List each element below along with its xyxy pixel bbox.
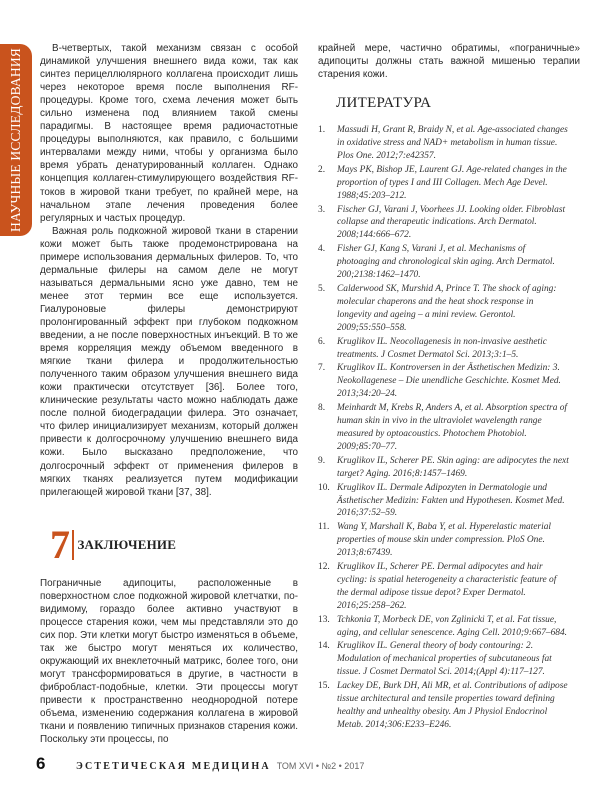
section-heading	[40, 521, 298, 567]
right-column	[318, 42, 580, 733]
page-footer	[36, 754, 364, 774]
reference-item	[318, 336, 580, 362]
reference-item	[318, 614, 580, 640]
reference-number: 15.	[318, 681, 330, 692]
continuation-paragraph: крайней мере, частично обратимы, «пограничные» адипоциты должны стать важной мишенью терапии старения кожи.	[318, 43, 580, 81]
reference-item	[318, 482, 580, 521]
reference-item	[318, 362, 580, 401]
reference-number: 11.	[318, 522, 330, 533]
reference-item	[318, 640, 580, 679]
reference-number: 6.	[318, 336, 326, 347]
reference-item	[318, 521, 580, 560]
reference-text: Kruglikov IL, Scherer PE. Skin aging: are adipocytes the next target? Aging. 2016;8:1457–1469.	[337, 455, 569, 479]
reference-text: Calderwood SK, Murshid A, Prince T. The shock of aging: molecular chaperons and the heat shock response in longevity and ageing – a mini review. Gerontol. 2009;55:550–558.	[337, 284, 557, 333]
reference-text: Kruglikov IL. Neocollagenesis in non-invasive aesthetic treatments. J Cosmet Dermatol Sci. 2013;3:1–5.	[337, 336, 547, 360]
references-title: ЛИТЕРАТУРА	[336, 95, 432, 112]
reference-number: 3.	[318, 204, 326, 215]
reference-number: 5.	[318, 284, 326, 295]
section-number: 7	[50, 521, 70, 567]
reference-number: 7.	[318, 363, 326, 374]
reference-item	[318, 402, 580, 454]
reference-number: 14.	[318, 641, 330, 652]
reference-text: Fisher GJ, Kang S, Varani J, et al. Mechanisms of photoaging and chronological skin aging. Arch Dermatol. 200;2138:1462–1470.	[337, 244, 555, 281]
reference-item	[318, 243, 580, 282]
section-divider	[72, 530, 74, 560]
reference-number: 1.	[318, 125, 326, 136]
reference-text: Massudi H, Grant R, Braidy N, et al. Age-associated changes in oxidative stress and NAD+ metabolism in human tissue. Plos One. 2012;7:e42357.	[337, 125, 568, 161]
conclusion-paragraph: Пограничные адипоциты, расположенные в поверхностном слое подкожной жировой клетчатки, по-видимому, гораздо более активно участвуют в процессе старения кожи, чем мы представляли это до сих пор. Эти клетки могут быстро изменяться в объеме, так же быстро могут меняться их количество, окружающий их внеклеточный матрикс, более того, они могут трансформироваться в другие, в частности в фибробласт-подобные, клетки. Эти процессы могут привести к пространственно неоднородной потере объема, изменению содержания коллагена в жировой ткани и появлению типичных признаков старения кожи. Поскольку эти процессы, по	[40, 577, 298, 746]
reference-text: Lackey DE, Burk DH, Ali MR, et al. Contributions of adipose tissue architectural and tensile properties toward defining healthy and unhealthy obesity. Am J Physiol Endocrinol Metab. 2014;306:E233–E246.	[337, 681, 568, 730]
reference-text: Kruglikov IL. Dermale Adipozyten in Dermatologie und Ästhetischer Medizin: Fakten und Hypothesen. Kosmet Med. 2016;37:52–59.	[337, 482, 565, 519]
reference-item	[318, 204, 580, 243]
reference-text: Kruglikov IL, Scherer PE. Dermal adipocytes and hair cycling: is spatial heterogeneity a characteristic feature of the dermal adipose tissue depot? Exper Dermatol. 2016;25:258–262.	[337, 562, 557, 611]
reference-text: Meinhardt M, Krebs R, Anders A, et al. Absorption spectra of human skin in vivo in the ultraviolet wavelength range measured by optoacoustics. Photochem Photobiol. 2009;85:70–77.	[337, 403, 568, 452]
reference-text: Fischer GJ, Varani J, Voorhees JJ. Looking older. Fibroblast collapse and therapeutic indications. Arch Dermatol. 2008;144:666–672.	[337, 204, 566, 241]
reference-item	[318, 124, 580, 163]
reference-number: 13.	[318, 614, 330, 625]
body-paragraph: Важная роль подкожной жировой ткани в старении кожи может быть также продемонстрирована на примере использования дермальных филеров. То, что дермальные филеры на самом деле не могут называться дермальными ясно уже давно, тем не менее этот термин все еще используется. Гиалуроновые филеры демонстрируют пролонгированный эффект при глубоком подкожном введении, а не после поверхностных инъекций. В то же время корреляция между объемом введенного в мягкие ткани филера и продолжительностью полученного таким образом улучшения внешнего вида кожи практически отсутствует [36]. Более того, клинические результаты часто можно наблюдать даже после полной биодеградации филера. Это означает, что филер инициализирует механизм, который должен привести к долгосрочному улучшению внешнего вида кожи. Было высказано предположение, что долгосрочный эффект от применения филеров в мягких тканях реализуется путем модификации прилегающей жировой ткани [37, 38].	[40, 225, 298, 498]
reference-number: 12.	[318, 562, 330, 573]
reference-text: Kruglikov IL. General theory of body contouring: 2. Modulation of mechanical properties of subcutaneous fat tissue. J Cosmet Dermatol Sci. 2014;(Appl 4):117–127.	[337, 641, 552, 678]
reference-number: 2.	[318, 164, 326, 175]
references-list	[318, 124, 580, 732]
body-paragraph: В-четвертых, такой механизм связан с особой динамикой улучшения внешнего вида кожи, так как синтез перицеллюлярного коллагена происходит лишь через некоторое время после выполнения RF-процедуры. Кроме того, схема лечения может быть сильно изменена под влиянием такой смены парадигмы. В настоящее время радиочастотные процедуры выполняются, как правило, с большими интервалами между ними, чтобы у организма было время убрать денатурированный коллаген. Однако концепция коллаген-стимулирующего воздействия RF-токов в жировой ткани требует, по крайней мере, на начальном этапе лечения проведения более регулярных и частых процедур.	[40, 43, 298, 224]
section-title: ЗАКЛЮЧЕНИЕ	[77, 536, 177, 552]
page-number: 6	[36, 754, 46, 773]
left-column	[40, 42, 298, 746]
reference-number: 4.	[318, 244, 326, 255]
issue-info: ТОМ XVI • №2 • 2017	[276, 761, 365, 771]
reference-text: Tchkonia T, Morbeck DE, von Zglinicki T, et al. Fat tissue, aging, and cellular senescence. Aging Cell. 2010;9:667–684.	[337, 614, 567, 638]
section-tab	[0, 44, 32, 236]
section-tab-label: НАУЧНЫЕ ИССЛЕДОВАНИЯ	[8, 48, 23, 232]
journal-title: ЭСТЕТИЧЕСКАЯ МЕДИЦИНА	[76, 761, 271, 772]
reference-number: 10.	[318, 482, 330, 493]
reference-number: 8.	[318, 403, 326, 414]
reference-number: 9.	[318, 455, 326, 466]
reference-text: Kruglikov IL. Kontroversen in der Ästhetischen Medizin: 3. Neokollagenese – Die unendliche Geschichte. Kosmet Med. 2013;34:20–24.	[337, 363, 561, 400]
reference-item	[318, 455, 580, 481]
reference-item	[318, 561, 580, 613]
reference-text: Mays PK, Bishop JE, Laurent GJ. Age-related changes in the proportion of types I and III Collagen. Mech Age Devel. 1988;45:203–212.	[337, 164, 567, 201]
reference-item	[318, 283, 580, 335]
reference-item	[318, 680, 580, 732]
reference-text: Wang Y, Marshall K, Baba Y, et al. Hyperelastic material properties of mouse skin under compression. PloS One. 2013;8:67439.	[337, 522, 551, 559]
reference-item	[318, 164, 580, 203]
